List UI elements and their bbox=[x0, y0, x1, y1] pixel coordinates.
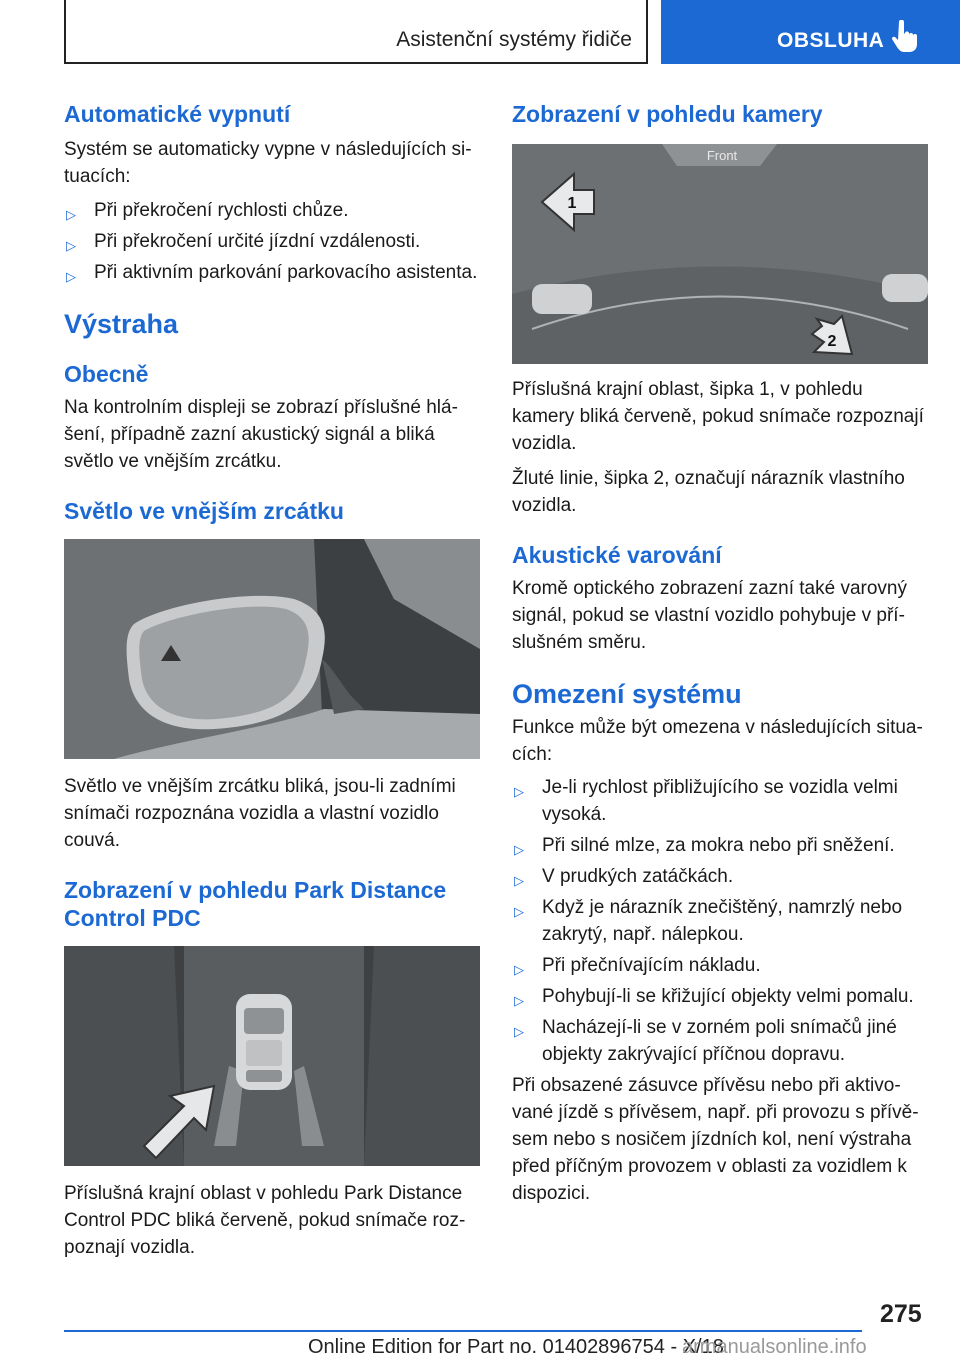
list-item: ▷ Při překročení určité jízdní vzdálenosti. bbox=[64, 228, 480, 255]
para-acoustic: Kromě optického zobrazení zazní také varovný signál, pokud se vlastní vozidlo pohybuje v příslušném směru. bbox=[512, 578, 907, 653]
footer-divider bbox=[64, 1330, 862, 1332]
hand-pointer-icon bbox=[891, 20, 917, 54]
footer-edition: Online Edition for Part no. 01402896754 - X/18 bbox=[308, 1336, 724, 1358]
left-column bbox=[64, 100, 480, 1261]
para-mirror-light: Světlo ve vnějším zrcátku bliká, jsou-li zadními snímači rozpoznána vozidla a vlastní vozidlo couvá. bbox=[64, 776, 456, 851]
camera-illustration bbox=[512, 144, 928, 364]
tab-label: OBSLUHA bbox=[777, 29, 885, 52]
page-number: 275 bbox=[880, 1300, 922, 1328]
heading-camera: Zobrazení v pohledu kamery bbox=[512, 101, 823, 127]
heading-mirror-light: Světlo ve vnějším zrcátku bbox=[64, 498, 344, 524]
list-item: ▷ Když je nárazník znečištěný, namrzlý nebo zakrytý, např. nálepkou. bbox=[514, 897, 903, 945]
triangle-bullet-icon: ▷ bbox=[66, 207, 76, 222]
para-pdc: Příslušná krajní oblast v pohledu Park Distance Control PDC bliká červeně, pokud snímače rozpoznají vozidla. bbox=[64, 1183, 466, 1258]
heading-auto-off: Automatické vypnutí bbox=[64, 101, 291, 127]
triangle-bullet-icon: ▷ bbox=[514, 904, 524, 919]
triangle-bullet-icon: ▷ bbox=[514, 1024, 524, 1039]
limits-list bbox=[512, 774, 928, 1068]
right-column bbox=[512, 100, 928, 1207]
mirror-figure bbox=[64, 539, 480, 759]
header-frame bbox=[64, 0, 648, 64]
para-trailer: Při obsazené zásuvce přívěsu nebo při aktivované jízdě s přívěsem, např. při provozu s přívěsem nebo s nosičem jízdních kol, není výstraha před příčným provozem v oblasti za vozidlem k dispozici. bbox=[512, 1075, 919, 1204]
triangle-bullet-icon: ▷ bbox=[66, 238, 76, 253]
triangle-bullet-icon: ▷ bbox=[514, 784, 524, 799]
heading-acoustic: Akustické varování bbox=[512, 542, 722, 568]
list-item: ▷ V prudkých zatáčkách. bbox=[512, 863, 928, 890]
tab-obsluha[interactable] bbox=[661, 0, 960, 64]
footer-site-link[interactable]: armanualsonline.info bbox=[682, 1336, 867, 1358]
arrow-1-label: 1 bbox=[567, 195, 577, 212]
para-camera-1: Příslušná krajní oblast, šipka 1, v pohledu kamery bliká červeně, pokud snímače rozpoznají vozidla. bbox=[512, 379, 924, 454]
triangle-bullet-icon: ▷ bbox=[66, 269, 76, 284]
triangle-bullet-icon: ▷ bbox=[514, 842, 524, 857]
auto-off-list bbox=[64, 197, 480, 286]
list-item: ▷ Pohybují-li se křižující objekty velmi pomalu. bbox=[512, 983, 928, 1010]
heading-general: Obecně bbox=[64, 361, 149, 387]
front-label: Front bbox=[706, 148, 738, 163]
camera-figure bbox=[512, 144, 928, 364]
list-item: ▷ Při aktivním parkování parkovacího asistenta. bbox=[64, 259, 480, 286]
list-item: ▷ Je-li rychlost přibližujícího se vozidla velmi vysoká. bbox=[514, 777, 898, 825]
para-auto-off: Systém se automaticky vypne v následujících situacích: bbox=[64, 139, 472, 187]
para-camera-2: Žluté linie, šipka 2, označují nárazník vlastního vozidla. bbox=[512, 468, 905, 516]
section-title: Asistenční systémy řidiče bbox=[396, 28, 632, 51]
heading-pdc: Zobrazení v pohledu Park Distance Control PDC bbox=[64, 877, 447, 931]
heading-limits: Omezení systému bbox=[512, 679, 742, 709]
list-item: ▷ Při překročení rychlosti chůze. bbox=[64, 197, 480, 224]
para-general: Na kontrolním displeji se zobrazí příslušné hlášení, případně zazní akustický signál a bliká světlo ve vnějším zrcátku. bbox=[64, 397, 458, 472]
triangle-bullet-icon: ▷ bbox=[514, 993, 524, 1008]
triangle-bullet-icon: ▷ bbox=[514, 873, 524, 888]
list-item: ▷ Nacházejí-li se v zorném poli snímačů jiné objekty zakrývající příčnou dopravu. bbox=[514, 1017, 897, 1065]
list-item: ▷ Při přečnívajícím nákladu. bbox=[512, 952, 928, 979]
pdc-figure bbox=[64, 946, 480, 1166]
list-item: ▷ Při silné mlze, za mokra nebo při sněžení. bbox=[512, 832, 928, 859]
para-limits: Funkce může být omezena v následujících situacích: bbox=[512, 717, 923, 765]
mirror-illustration bbox=[64, 539, 480, 759]
heading-warning: Výstraha bbox=[64, 309, 179, 339]
pdc-illustration bbox=[64, 946, 480, 1166]
triangle-bullet-icon: ▷ bbox=[514, 962, 524, 977]
arrow-2-label: 2 bbox=[827, 333, 837, 350]
